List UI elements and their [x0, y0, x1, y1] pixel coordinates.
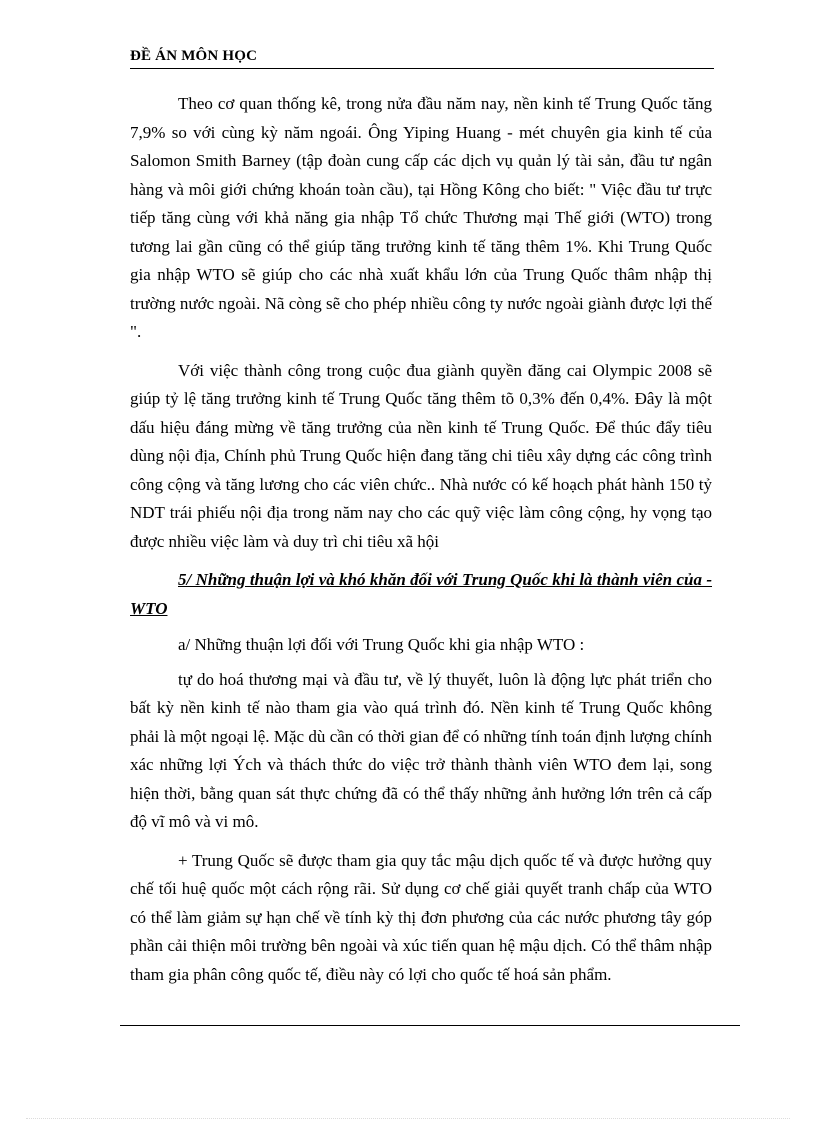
- paragraph-liberalization: tự do hoá thương mại và đầu tư, về lý thuyết, luôn là động lực phát triển cho bất kỳ nền kinh tế nào tham gia vào quá trình đó. Nền kinh tế Trung Quốc không phải là một ngoại lệ. Mặc dù cần có thời gian để có những tính toán định lượng chính xác những lợi Ých và thách thức do việc trở thành thành viên WTO đem lại, song hiện thời, bằng quan sát thực chứng đã có thể thấy những ảnh hưởng lớn trên cả cấp độ vĩ mô và vi mô.: [130, 669, 712, 831]
- paragraph-trade-rules: + Trung Quốc sẽ được tham gia quy tắc mậu dịch quốc tế và được hưởng quy chế tối huệ quốc một cách rộng rãi. Sử dụng cơ chế giải quyết tranh chấp của WTO có thể làm giảm sự hạn chế về tính kỳ thị đơn phương của các nước phương tây góp phần cải thiện môi trường bên ngoài và xúc tiến quan hệ mậu dịch. Có thể thâm nhập tham gia phân công quốc tế, điều này có lợi cho quốc tế hoá sản phẩm.: [130, 850, 712, 984]
- page-header: ĐỀ ÁN MÔN HỌC: [130, 48, 714, 69]
- page-bottom-border: [26, 1118, 790, 1119]
- section-heading: 5/ Những thuận lợi và khó khăn đối với Trung Quốc khi là thành viên của - WTO: [130, 570, 712, 618]
- paragraph-gdp-growth: Theo cơ quan thống kê, trong nửa đầu năm nay, nền kinh tế Trung Quốc tăng 7,9% so với cùng kỳ năm ngoái. Ông Yiping Huang - mét chuyên gia kinh tế của Salomon Smith Barney (tập đoàn cung cấp các dịch vụ quản lý tài sản, đầu tư ngân hàng và môi giới chứng khoán toàn cầu), tại Hồng Kông cho biết: " Việc đầu tư trực tiếp tăng cùng với khả năng gia nhập Tổ chức Thương mại Thế giới (WTO) trong tương lai gần cũng có thể giúp tăng trưởng kinh tế tăng thêm 1%. Khi Trung Quốc gia nhập WTO sẽ giúp cho các nhà xuất khẩu lớn của Trung Quốc thâm nhập thị trường nước ngoài. Nã còng sẽ cho phép nhiều công ty nước ngoài giành được lợi thế ".: [130, 94, 712, 341]
- subheading-advantages: a/ Những thuận lợi đối với Trung Quốc khi gia nhập WTO :: [178, 635, 585, 654]
- document-body: [130, 90, 712, 999]
- paragraph-olympic: Với việc thành công trong cuộc đua giành quyền đăng cai Olympic 2008 sẽ giúp tỷ lệ tăng trưởng kinh tế Trung Quốc tăng thêm tõ 0,3% đến 0,4%. Đây là một dấu hiệu đáng mừng về tăng trưởng của nền kinh tế Trung Quốc. Để thúc đẩy tiêu dùng nội địa, Chính phủ Trung Quốc hiện đang tăng chi tiêu xây dựng các công trình công cộng và tăng lương cho các viên chức.. Nhà nước có kế hoạch phát hành 150 tỷ NDT trái phiếu nội địa trong năm nay cho các quỹ việc làm công cộng, hy vọng tạo được nhiều việc làm và duy trì chi tiêu xã hội: [130, 360, 712, 551]
- footer-divider: [120, 1025, 740, 1026]
